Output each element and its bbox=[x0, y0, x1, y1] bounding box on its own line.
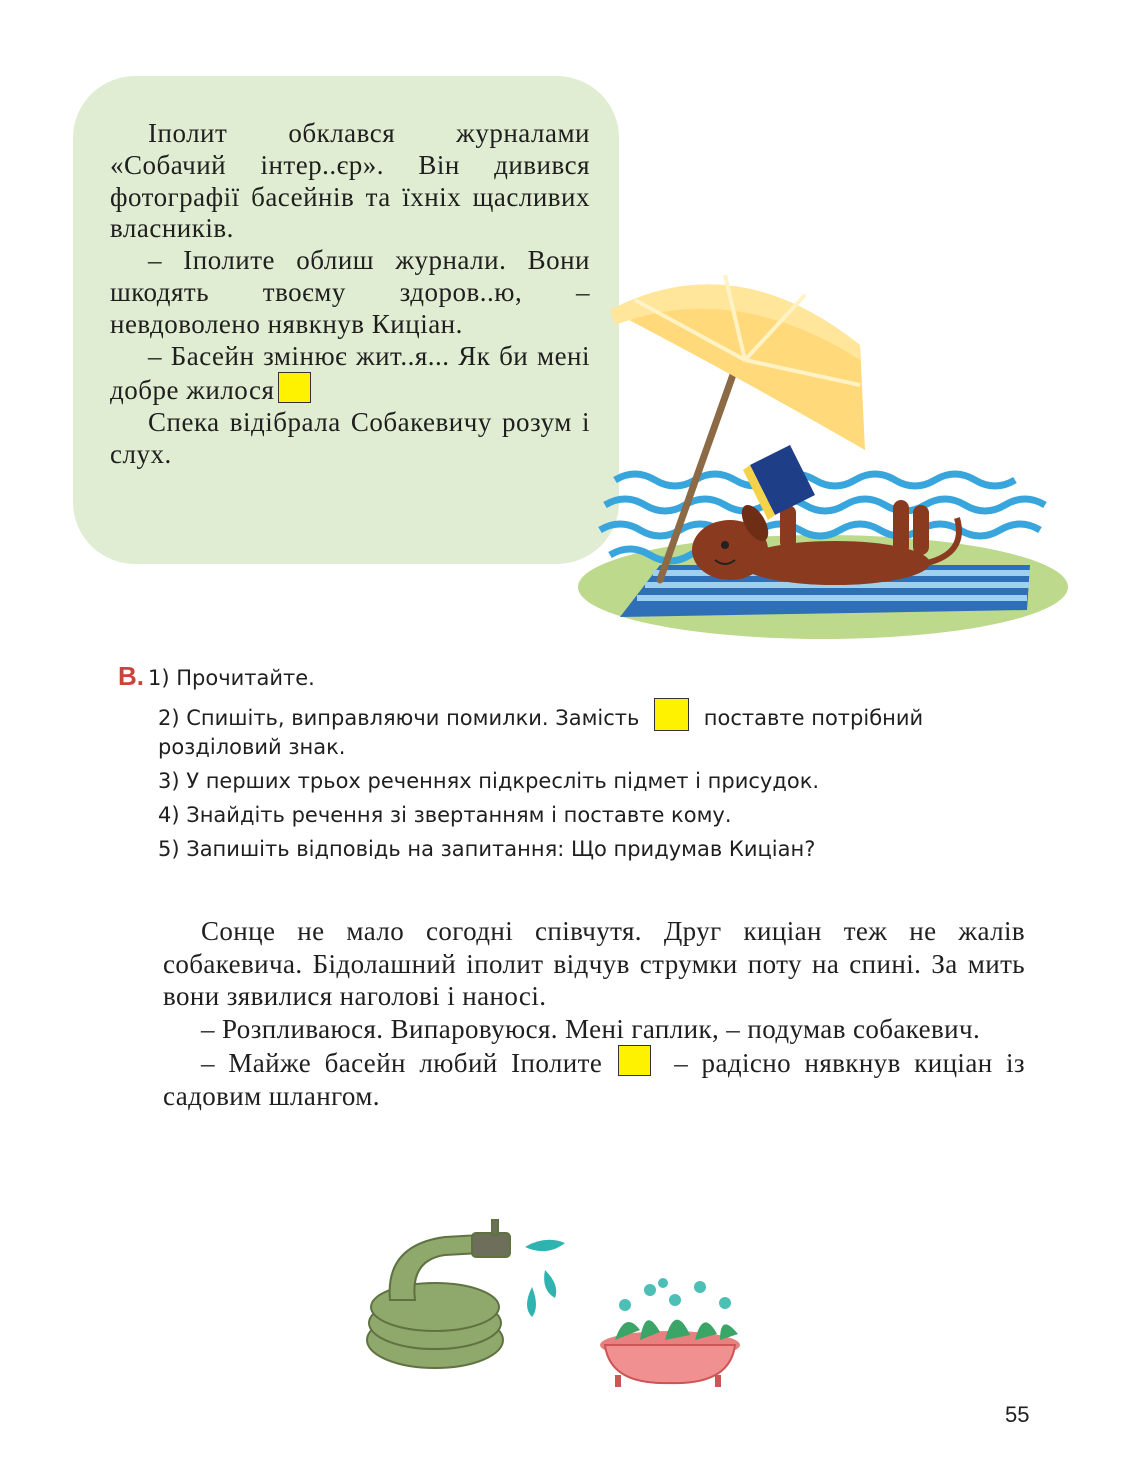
story-paragraph-3: – Басейн змінює жит..я... Як би мені добре жилося bbox=[110, 340, 590, 406]
page-number: 55 bbox=[1005, 1402, 1030, 1427]
hose-flowerpot-illustration bbox=[360, 1215, 750, 1395]
exercise-text bbox=[163, 915, 1025, 1112]
tasks-block bbox=[118, 662, 1026, 869]
exercise-paragraph-1: Сонце не мало согодні співчутя. Друг киціан теж не жалів собакевича. Бідолашний іполит відчув струмки поту на спині. За мить вони зявилися наголові і наносі. bbox=[163, 916, 1025, 1011]
story-paragraph-4: Спека відібрала Собакевичу розум і слух. bbox=[110, 407, 590, 469]
task-3: 3) У перших трьох реченнях підкресліть підмет і присудок. bbox=[158, 769, 820, 793]
exercise-paragraph-2: – Розпливаюся. Випаровуюся. Мені гаплик, – подумав собакевич. bbox=[201, 1013, 981, 1044]
task-4: 4) Знайдіть речення зі звертанням і поставте кому. bbox=[158, 803, 732, 827]
umbrella-dog-illustration bbox=[575, 265, 1075, 645]
task-2: 2) Спишіть, виправляючи помилки. Замість поставте потрібний розділовий знак. bbox=[118, 698, 1026, 762]
umbrella-canopy bbox=[610, 275, 865, 450]
punctuation-marker bbox=[654, 698, 689, 731]
section-label: В. bbox=[118, 661, 144, 691]
water-drops bbox=[525, 1240, 565, 1317]
punctuation-marker bbox=[278, 372, 311, 403]
exercise-paragraph-3: – Майже басейн любий Іполите – радісно нявкнув киціан із садовим шлангом. bbox=[163, 1045, 1025, 1112]
garden-hose bbox=[367, 1220, 510, 1368]
story-paragraph-2: – Іполите облиш журнали. Вони шкодять твоєму здоров..ю, – невдоволено нявкнув Киціан. bbox=[110, 245, 590, 339]
task-1: В. 1) Прочитайте. bbox=[118, 661, 315, 691]
flowerpot bbox=[600, 1278, 740, 1387]
story-paragraph-1: Іполит обклався журналами «Собачий інтер..єр». Він дивився фотографії басейнів та їхніх щасливих власників. bbox=[110, 118, 590, 244]
punctuation-marker bbox=[618, 1045, 651, 1076]
story-text bbox=[110, 118, 590, 471]
task-5: 5) Запишіть відповідь на запитання: Що придумав Киціан? bbox=[158, 837, 816, 861]
